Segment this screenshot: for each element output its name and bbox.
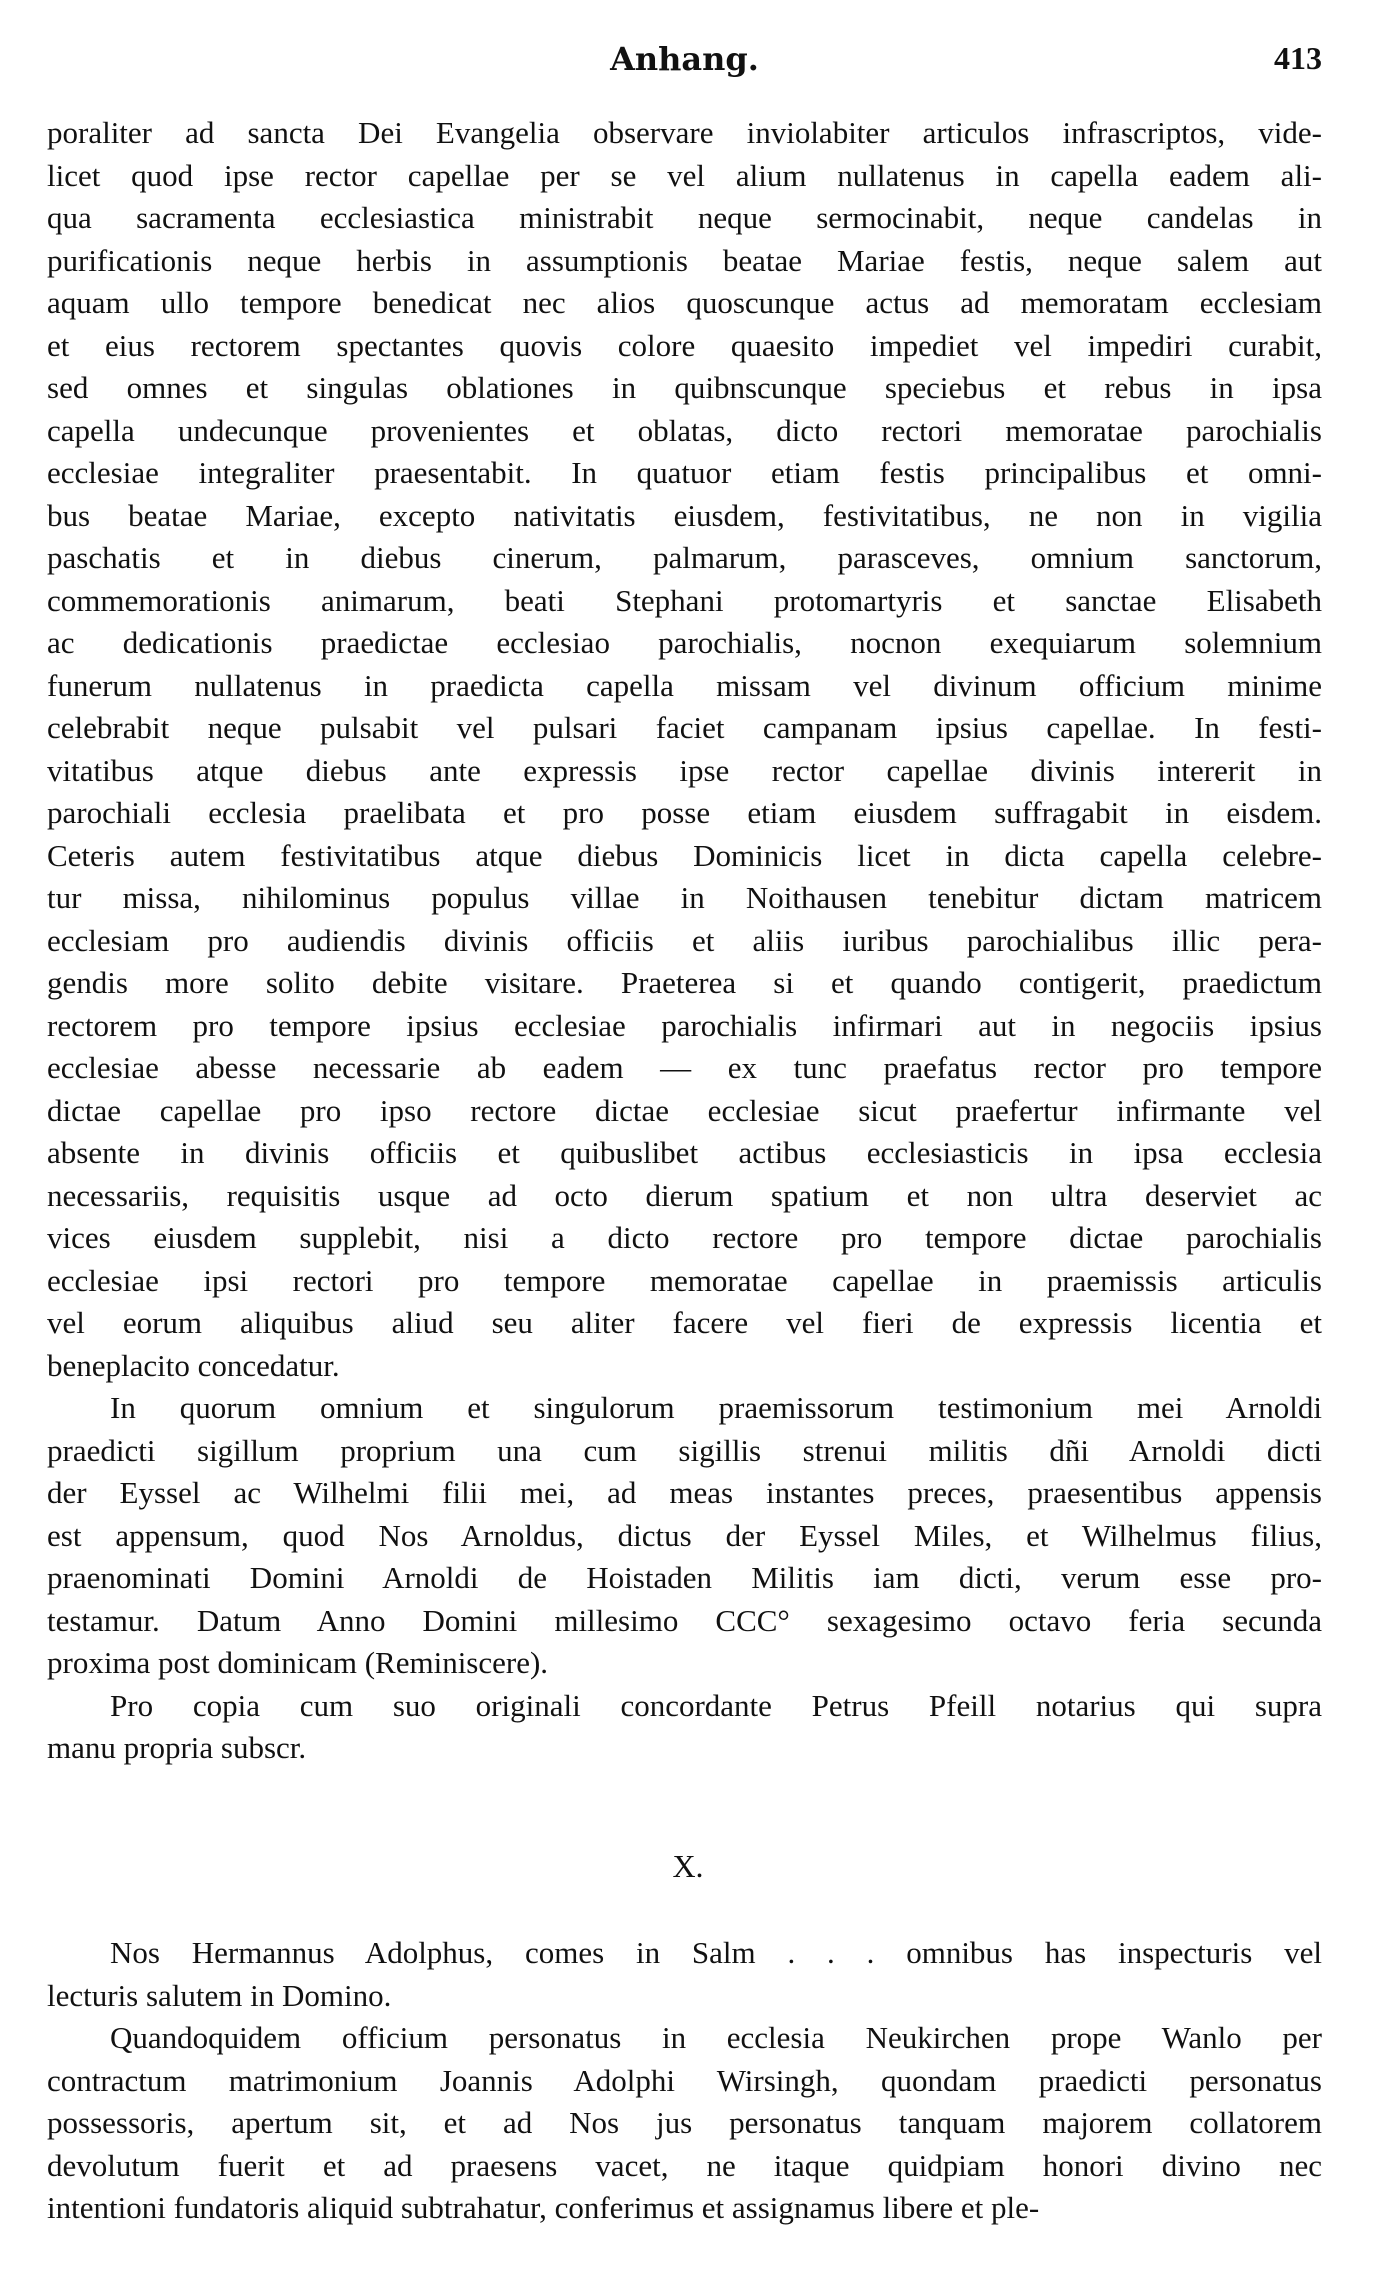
text-line: dictae capellae pro ipso rectore dictae ecclesiae sicut praefertur infirmante vel [47, 1092, 1322, 1128]
section-x-body [47, 1932, 1322, 2230]
text-line: licet quod ipse rector capellae per se vel alium nullatenus in capella eadem ali- [47, 157, 1322, 193]
paragraph [47, 2017, 1322, 2230]
text-line: rectorem pro tempore ipsius ecclesiae parochialis infirmari aut in negociis ipsius [47, 1007, 1322, 1043]
paragraph [47, 112, 1322, 1387]
text-line: Quandoquidem officium personatus in ecclesia Neukirchen prope Wanlo per [110, 2020, 1322, 2055]
text-line: ecclesiae abesse necessarie ab eadem — ex tunc praefatus rector pro tempore [47, 1050, 1322, 1085]
text-line: Ceteris autem festivitatibus atque diebus Dominicis licet in dicta capella celebre- [47, 837, 1322, 873]
text-line: funerum nullatenus in praedicta capella missam vel divinum officium minime [47, 667, 1322, 703]
text-line: capella undecunque provenientes et oblatas, dicto rectori memoratae parochialis [47, 412, 1322, 448]
text-line: gendis more solito debite visitare. Praeterea si et quando contigerit, praedictum [47, 965, 1322, 1000]
text-line: ecclesiae ipsi rectori pro tempore memoratae capellae in praemissis articulis [47, 1262, 1322, 1298]
text-line: qua sacramenta ecclesiastica ministrabit neque sermocinabit, neque candelas in [47, 200, 1322, 235]
document-body [47, 112, 1322, 1770]
text-line: sed omnes et singulas oblationes in quibnscunque speciebus et rebus in ipsa [47, 370, 1322, 405]
text-line: tur missa, nihilominus populus villae in Noithausen tenebitur dictam matricem [47, 880, 1322, 915]
text-line: Nos Hermannus Adolphus, comes in Salm . . . omnibus has inspecturis vel [110, 1935, 1322, 1970]
running-title: Anhang. [610, 40, 759, 78]
text-line: possessoris, apertum sit, et ad Nos jus personatus tanquam majorem collatorem [47, 2105, 1322, 2140]
text-line: vel eorum aliquibus aliud seu aliter facere vel fieri de expressis licentia et [47, 1305, 1322, 1340]
text-line: purificationis neque herbis in assumptionis beatae Mariae festis, neque salem aut [47, 242, 1322, 278]
text-line: bus beatae Mariae, excepto nativitatis eiusdem, festivitatibus, ne non in vigilia [47, 497, 1322, 533]
text-line: ecclesiae integraliter praesentabit. In quatuor etiam festis principalibus et omni- [47, 455, 1322, 490]
text-line: Pro copia cum suo originali concordante Petrus Pfeill notarius qui supra [110, 1687, 1322, 1723]
text-line: aquam ullo tempore benedicat nec alios quoscunque actus ad memoratam ecclesiam [47, 285, 1322, 320]
text-line: paschatis et in diebus cinerum, palmarum, parasceves, omnium sanctorum, [47, 540, 1322, 575]
text-line: der Eyssel ac Wilhelmi filii mei, ad meas instantes preces, praesentibus appensis [47, 1475, 1322, 1510]
text-line: lecturis salutem in Domino. [47, 1977, 392, 2013]
text-line: beneplacito concedatur. [47, 1347, 340, 1383]
text-line: manu propria subscr. [47, 1730, 307, 1765]
text-line: testamur. Datum Anno Domini millesimo CCC° sexagesimo octavo feria secunda [47, 1602, 1322, 1638]
text-line: praenominati Domini Arnoldi de Hoistaden Militis iam dicti, verum esse pro- [47, 1560, 1322, 1595]
text-line: vitatibus atque diebus ante expressis ipse rector capellae divinis intererit in [47, 752, 1322, 788]
running-header [47, 40, 1322, 86]
text-line: et eius rectorem spectantes quovis colore quaesito impediet vel impediri curabit, [47, 327, 1322, 363]
text-line: proxima post dominicam (Reminiscere). [47, 1645, 549, 1680]
text-line: celebrabit neque pulsabit vel pulsari faciet campanam ipsius capellae. In festi- [47, 710, 1322, 745]
text-line: commemorationis animarum, beati Stephani protomartyris et sanctae Elisabeth [47, 582, 1322, 618]
text-line: poraliter ad sancta Dei Evangelia observare inviolabiter articulos infrascriptos, vide- [47, 115, 1322, 150]
page-number: 413 [1274, 40, 1322, 76]
text-line: absente in divinis officiis et quibuslibet actibus ecclesiasticis in ipsa ecclesia [47, 1135, 1322, 1170]
paragraph [47, 1387, 1322, 1685]
text-line: ecclesiam pro audiendis divinis officiis et aliis iuribus parochialibus illic pera- [47, 922, 1322, 958]
paragraph [47, 1932, 1322, 2017]
text-line: praedicti sigillum proprium una cum sigillis strenui militis dñi Arnoldi dicti [47, 1432, 1322, 1468]
text-line: est appensum, quod Nos Arnoldus, dictus der Eyssel Miles, et Wilhelmus filius, [47, 1517, 1322, 1553]
text-line: parochiali ecclesia praelibata et pro posse etiam eiusdem suffragabit in eisdem. [47, 795, 1322, 830]
text-line: vices eiusdem supplebit, nisi a dicto rectore pro tempore dictae parochialis [47, 1220, 1322, 1255]
text-line: In quorum omnium et singulorum praemissorum testimonium mei Arnoldi [110, 1390, 1322, 1425]
text-line: intentioni fundatoris aliquid subtrahatur, conferimus et assignamus libere et ple- [47, 2190, 1040, 2225]
text-line: necessariis, requisitis usque ad octo dierum spatium et non ultra deserviet ac [47, 1177, 1322, 1213]
text-line: devolutum fuerit et ad praesens vacet, ne itaque quidpiam honori divino nec [47, 2147, 1322, 2183]
section-heading: X. [672, 1848, 704, 1884]
text-line: contractum matrimonium Joannis Adolphi Wirsingh, quondam praedicti personatus [47, 2062, 1322, 2098]
paragraph [47, 1685, 1322, 1770]
text-line: ac dedicationis praedictae ecclesiao parochialis, nocnon exequiarum solemnium [47, 625, 1322, 660]
